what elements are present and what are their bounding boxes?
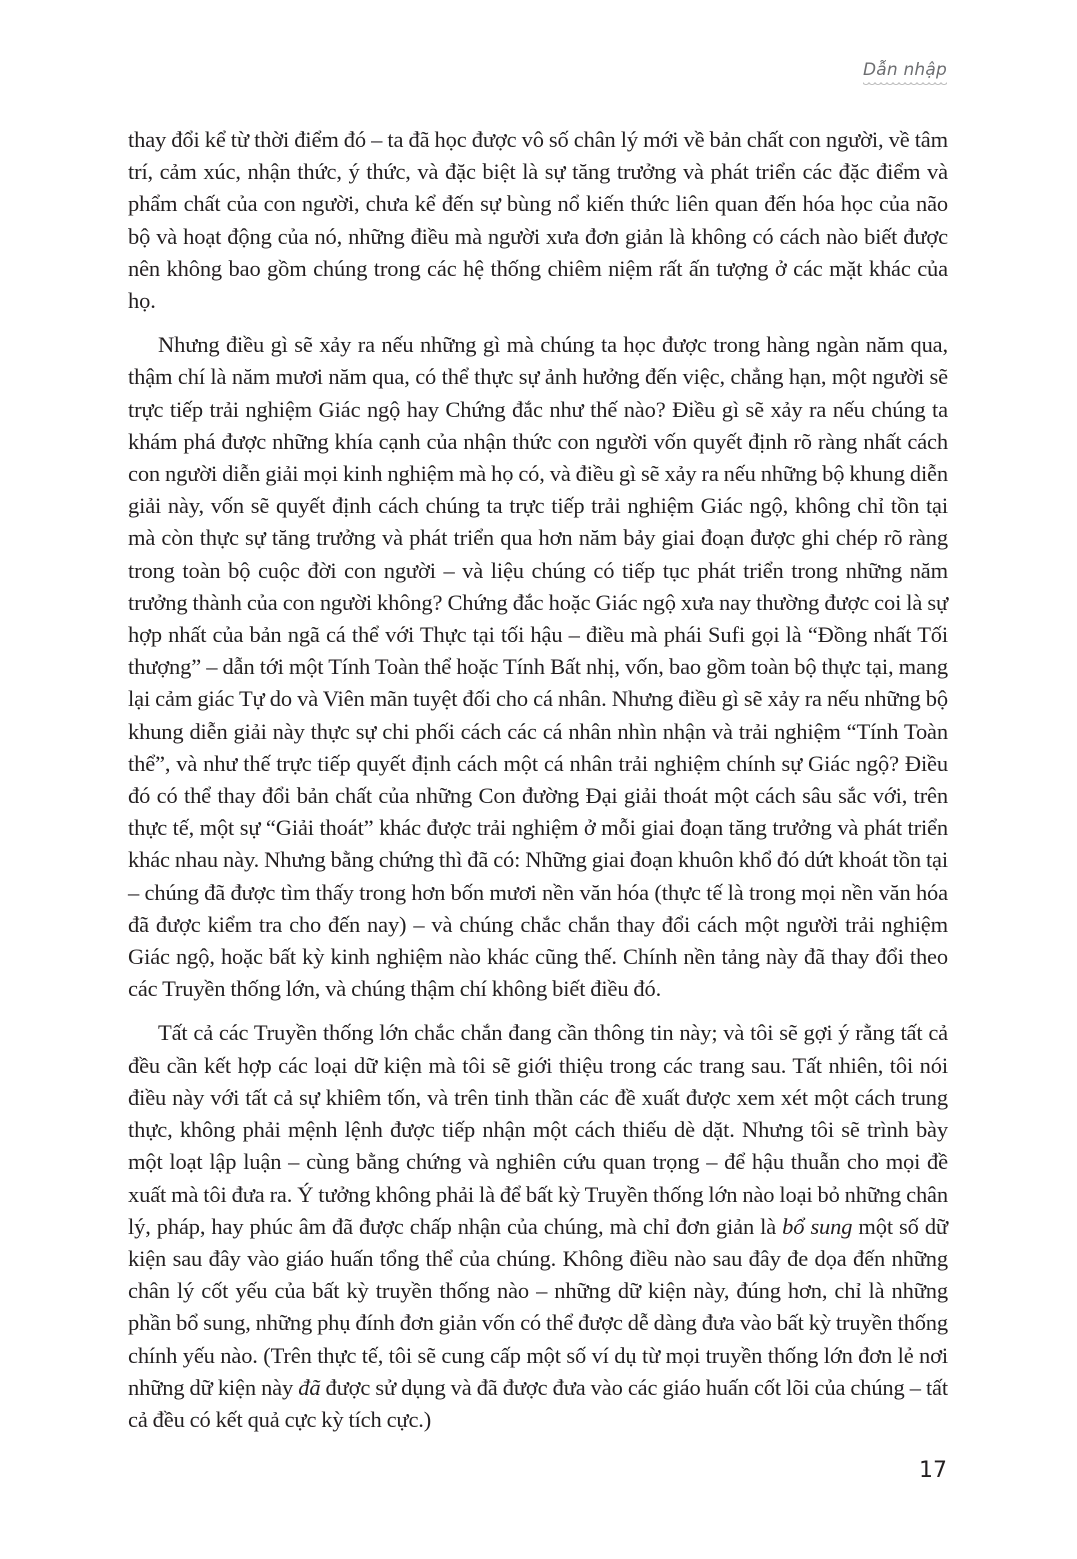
paragraph-2: Nhưng điều gì sẽ xảy ra nếu những gì mà chúng ta học được trong hàng ngàn năm qua, thậm chí là năm mươi năm qua, có thể thực sự ảnh hưởng đến việc, chẳng hạn, một người sẽ trực tiếp trải nghiệm Giác ngộ hay Chứng đắc như thế nào? Điều gì sẽ xảy ra nếu chúng ta khám phá được những khía cạnh của nhận thức con người vốn quyết định rõ ràng nhất cách con người diễn giải mọi kinh nghiệm mà họ có, và điều gì sẽ xảy ra nếu những bộ khung diễn giải này, vốn sẽ quyết định cách chúng ta trực tiếp trải nghiệm Giác ngộ, không chỉ tồn tại mà còn thực sự tăng trưởng và phát triển qua hơn năm bảy giai đoạn được ghi chép rõ ràng trong toàn bộ cuộc đời con người – và liệu chúng có tiếp tục phát triển trong những năm trưởng thành của con người không? Chứng đắc hoặc Giác ngộ xưa nay thường được coi là sự hợp nhất của bản ngã cá thể với Thực tại tối hậu – điều mà phái Sufi gọi là “Đồng nhất Tối thượng” – dẫn tới một Tính Toàn thể hoặc Tính Bất nhị, vốn, bao gồm toàn bộ thực tại, mang lại cảm giác Tự do và Viên mãn tuyệt đối cho cá nhân. Nhưng điều gì sẽ xảy ra nếu những bộ khung diễn giải này thực sự chi phối cách các cá nhân nhìn nhận và trải nghiệm “Tính Toàn thể”, và như thế trực tiếp quyết định cách một cá nhân trải nghiệm chính sự Giác ngộ? Điều đó có thể thay đổi bản chất của những Con đường Đại giải thoát một cách sâu sắc với, trên thực tế, một sự “Giải thoát” khác được trải nghiệm ở mỗi giai đoạn tăng trưởng và phát triển khác nhau này. Nhưng bằng chứng thì đã có: Những giai đoạn khuôn khổ đó dứt khoát tồn tại – chúng đã được tìm thấy trong hơn bốn mươi nền văn hóa (thực tế là trong mọi nền văn hóa đã được kiểm tra cho đến nay) – và chúng chắc chắn thay đổi cách một người trải nghiệm Giác ngộ, hoặc bất kỳ kinh nghiệm nào khác cũng thế. Chính nền tảng này đã thay đổi theo các Truyền thống lớn, và chúng thậm chí không biết điều đó. [128, 332, 948, 1002]
wavy-underline-decoration [863, 82, 947, 88]
paragraph-3-segment: Tất cả các Truyền thống lớn chắc chắn đang cần thông tin này; và tôi sẽ gợi ý rằng tất cả đều cần kết hợp các loại dữ kiện mà tôi sẽ giới thiệu trong các trang sau. Tất nhiên, tôi nói điều này với tất cả sự khiêm tốn, và trên tinh thần các đề xuất được xem xét một cách trung thực, không phải mệnh lệnh được tiếp nhận một cách thiếu dè dặt. Nhưng tôi sẽ trình bày một loạt lập luận – cùng bằng chứng và nghiên cứu quan trọng – để hậu thuẫn cho mọi đề xuất mà tôi đưa ra. Ý tưởng không phải là để bất kỳ Truyền thống lớn nào loại bỏ những chân lý, pháp, hay phúc âm đã được chấp nhận của chúng, mà chỉ đơn giản là [128, 1020, 948, 1239]
paragraph-1: thay đổi kể từ thời điểm đó – ta đã học được vô số chân lý mới về bản chất con người, về tâm trí, cảm xúc, nhận thức, ý thức, và đặc biệt là sự tăng trưởng và phát triển các đặc điểm và phẩm chất của con người, chưa kể đến sự bùng nổ kiến thức liên quan đến hóa học của não bộ và hoạt động của nó, những điều mà người xưa đơn giản là không có cách nào biết được nên không bao gồm chúng trong các hệ thống chiêm niệm rất ấn tượng ở các mặt khác của họ. [128, 127, 948, 314]
paragraph-3-segment: một số dữ kiện sau đây vào giáo huấn tổng thể của chúng. Không điều nào sau đây đe dọa đến những chân lý cốt yếu của bất kỳ truyền thống nào – những dữ kiện này, đúng hơn, chỉ là những phần bổ sung, những phụ đính đơn giản vốn có thể được dễ dàng đưa vào bất kỳ truyền thống chính yếu nào. (Trên thực tế, tôi sẽ cung cấp một số ví dụ từ mọi truyền thống lớn đơn lẻ nơi những dữ kiện này [128, 1213, 948, 1400]
paragraph-3-emphasis-bo-sung: bổ sung [782, 1213, 853, 1239]
running-header [863, 60, 947, 88]
paragraph-3-emphasis-da: đã [298, 1374, 321, 1400]
paragraph-3 [128, 1017, 948, 1436]
paragraph-3-segment: được sử dụng và đã được đưa vào các giáo huấn cốt lõi của chúng – tất cả đều có kết quả cực kỳ tích cực.) [128, 1374, 948, 1432]
page-number: 17 [919, 1458, 947, 1483]
running-header-title: Dẫn nhập [862, 60, 947, 80]
body-text [128, 124, 948, 1448]
